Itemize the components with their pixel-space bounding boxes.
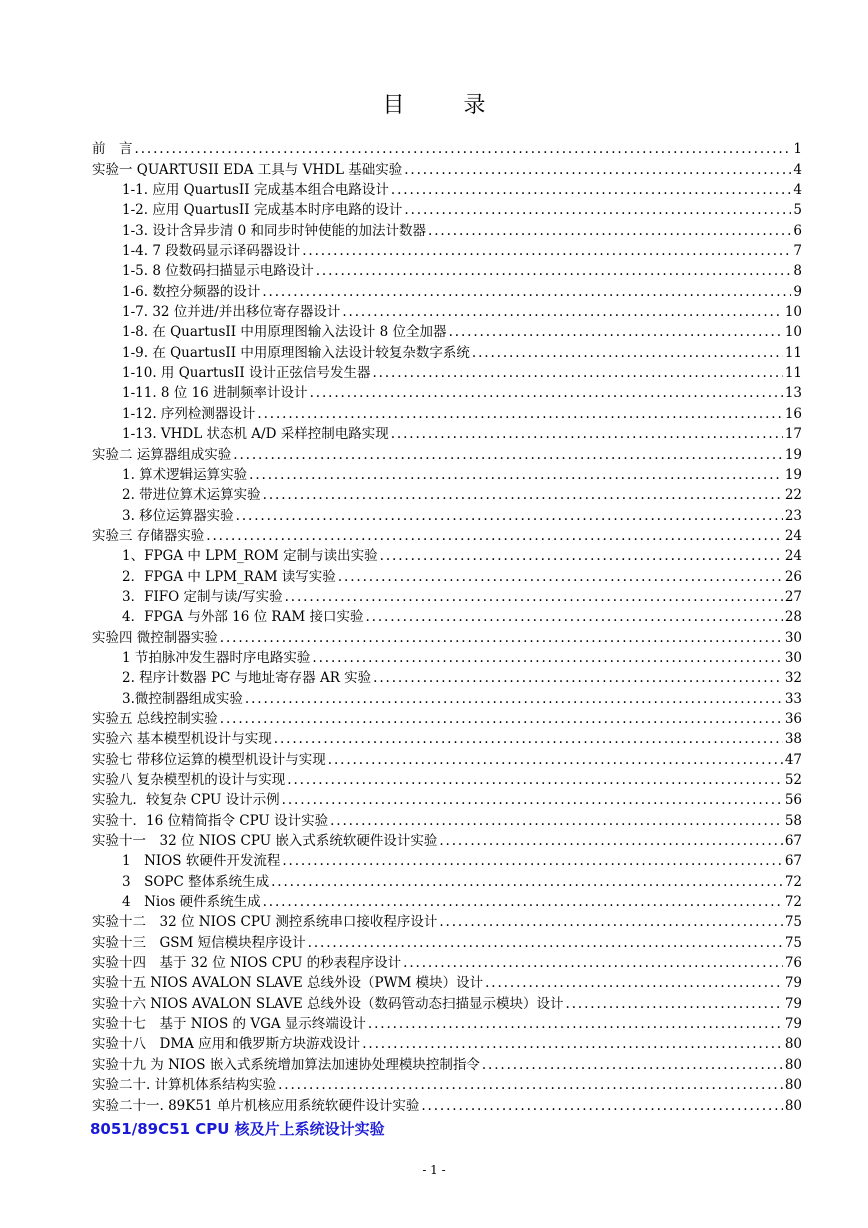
toc-entry-title: 1 节拍脉冲发生器时序电路实验 — [122, 649, 311, 666]
toc-entry-page: 19 — [784, 446, 802, 463]
toc-entry-page: 79 — [784, 975, 802, 992]
toc-entry[interactable] — [92, 851, 802, 871]
dot-leader — [285, 587, 783, 607]
dot-leader — [316, 261, 792, 281]
toc-entry-title: 1、FPGA 中 LPM_ROM 定制与读出实验 — [122, 548, 378, 565]
dot-leader — [330, 811, 783, 831]
toc-entry[interactable] — [92, 220, 802, 240]
toc-entry[interactable] — [92, 953, 802, 973]
toc-entry-title: 实验四 微控制器实验 — [92, 629, 218, 646]
toc-entry[interactable] — [92, 709, 802, 729]
toc-entry[interactable] — [92, 973, 802, 993]
toc-entry-title: 4．FPGA 与外部 16 位 RAM 接口实验 — [122, 609, 364, 626]
toc-entry-page: 33 — [784, 690, 802, 707]
toc-entry-title: 1-4. 7 段数码显示译码器设计 — [122, 243, 301, 260]
toc-entry-page: 80 — [784, 1097, 802, 1114]
toc-entry-page: 4 — [793, 161, 802, 178]
dot-leader — [302, 241, 791, 261]
toc-entry-page: 9 — [793, 283, 802, 300]
toc-entry-title: 1-12. 序列检测器设计 — [122, 405, 256, 422]
toc-entry-title: 实验二十一. 89K51 单片机核应用系统软硬件设计实验 — [92, 1097, 420, 1114]
toc-entry-page: 47 — [784, 751, 802, 768]
toc-entry-page: 52 — [784, 772, 802, 788]
toc-entry-title: 1 NIOS 软硬件开发流程 — [122, 853, 281, 870]
toc-entry-title: 1-7. 32 位并进/并出移位寄存器设计 — [122, 304, 341, 321]
toc-entry-page: 80 — [784, 1036, 802, 1053]
toc-entry[interactable] — [92, 790, 802, 810]
toc-entry-title: 实验八 复杂模型机的设计与实现 — [92, 772, 286, 788]
toc-entry[interactable] — [92, 1014, 802, 1034]
toc-entry-page: 79 — [784, 1016, 802, 1033]
toc-entry-title: 实验二 运算器组成实验 — [92, 446, 232, 463]
toc-entry[interactable] — [92, 281, 802, 301]
dot-leader — [368, 1014, 783, 1034]
toc-entry-title: 实验九．较复杂 CPU 设计示例 — [92, 792, 280, 809]
table-of-contents — [92, 139, 802, 1116]
toc-entry[interactable] — [92, 729, 802, 749]
dot-leader — [472, 343, 783, 363]
toc-entry-page: 6 — [793, 222, 802, 239]
dot-leader — [403, 953, 783, 973]
toc-entry-page: 38 — [784, 731, 802, 748]
dot-leader — [328, 750, 783, 770]
toc-entry-page: 80 — [784, 1077, 802, 1094]
toc-entry[interactable] — [92, 200, 802, 220]
toc-entry-page: 26 — [784, 568, 802, 585]
toc-entry-page: 72 — [784, 873, 802, 890]
dot-leader — [566, 994, 783, 1014]
toc-entry-title: 2. 程序计数器 PC 与地址寄存器 AR 实验 — [122, 670, 372, 687]
dot-leader — [282, 851, 782, 871]
toc-entry-page: 22 — [784, 487, 802, 504]
toc-entry-page: 28 — [784, 609, 802, 626]
toc-entry-title: 4 Nios 硬件系统生成 — [122, 894, 261, 911]
toc-entry-page: 67 — [784, 833, 802, 850]
toc-entry[interactable] — [92, 871, 802, 891]
dot-leader — [287, 770, 783, 790]
dot-leader — [428, 221, 791, 241]
toc-entry[interactable] — [92, 607, 802, 627]
dot-leader — [249, 465, 783, 485]
dot-leader — [342, 302, 782, 322]
toc-entry-title: 实验十七 基于 NIOS 的 VGA 显示终端设计 — [92, 1016, 366, 1033]
dot-leader — [485, 973, 783, 993]
toc-entry[interactable] — [92, 342, 802, 362]
toc-entry-page: 79 — [784, 995, 802, 1012]
toc-entry-title: 1-13. VHDL 状态机 A/D 采样控制电路实现 — [122, 426, 389, 443]
toc-entry-page: 1 — [793, 141, 802, 158]
toc-entry-page: 19 — [784, 466, 802, 483]
toc-entry[interactable] — [92, 444, 802, 464]
toc-entry[interactable] — [92, 831, 802, 851]
dot-leader — [263, 892, 783, 912]
toc-entry-title: 2. 带进位算术运算实验 — [122, 487, 261, 504]
dot-leader — [257, 404, 782, 424]
toc-entry-title: 2．FPGA 中 LPM_RAM 读写实验 — [122, 568, 336, 585]
toc-entry[interactable] — [92, 302, 802, 322]
toc-entry[interactable] — [92, 526, 802, 546]
toc-entry[interactable] — [92, 1034, 802, 1054]
toc-entry[interactable] — [92, 892, 802, 912]
dot-leader — [236, 506, 783, 526]
page-title: 目 录 — [382, 93, 512, 118]
toc-entry-title: 实验十八 DMA 应用和俄罗斯方块游戏设计 — [92, 1036, 361, 1053]
toc-entry[interactable] — [92, 770, 802, 790]
toc-entry-title: 实验十一 32 位 NIOS CPU 嵌入式系统软硬件设计实验 — [92, 833, 438, 850]
toc-entry[interactable] — [92, 241, 802, 261]
toc-entry-title: 实验二十. 计算机体系结构实验 — [92, 1077, 277, 1094]
dot-leader — [308, 933, 783, 953]
dot-leader — [372, 363, 782, 383]
dot-leader — [206, 526, 783, 546]
dot-leader — [380, 546, 783, 566]
toc-entry[interactable] — [92, 912, 802, 932]
dot-leader — [338, 567, 783, 587]
toc-entry-page: 5 — [793, 202, 802, 219]
toc-entry[interactable] — [92, 1095, 802, 1115]
toc-entry-page: 80 — [784, 1056, 802, 1073]
dot-leader — [391, 424, 783, 444]
dot-leader — [482, 1055, 783, 1075]
toc-entry-page: 24 — [784, 527, 802, 544]
dot-leader — [135, 139, 792, 159]
toc-entry-title: 3．FIFO 定制与读/写实验 — [122, 588, 283, 605]
toc-entry-page: 36 — [784, 710, 802, 727]
section-heading: 8051/89C51 CPU 核及片上系统设计实验 — [90, 1120, 385, 1138]
toc-entry[interactable] — [92, 810, 802, 830]
toc-entry-title: 1-1. 应用 QuartusII 完成基本组合电路设计 — [122, 182, 389, 199]
toc-entry-page: 58 — [784, 812, 802, 829]
dot-leader — [439, 912, 782, 932]
toc-entry-page: 10 — [784, 304, 802, 321]
dot-leader — [439, 831, 782, 851]
dot-leader — [278, 1075, 783, 1095]
toc-entry-page: 72 — [784, 894, 802, 911]
toc-entry-title: 1-5. 8 位数码扫描显示电路设计 — [122, 263, 314, 280]
toc-entry[interactable] — [92, 932, 802, 952]
toc-entry[interactable] — [92, 546, 802, 566]
toc-entry-title: 1-8. 在 QuartusII 中用原理图输入法设计 8 位全加器 — [122, 324, 447, 341]
dot-leader — [373, 668, 783, 688]
toc-entry-title: 实验三 存储器实验 — [92, 527, 205, 544]
toc-entry-title: 实验一 QUARTUSII EDA 工具与 VHDL 基础实验 — [92, 161, 403, 178]
toc-entry-page: 17 — [784, 426, 802, 443]
toc-entry[interactable] — [92, 749, 802, 769]
dot-leader — [404, 160, 791, 180]
dot-leader — [362, 1034, 783, 1054]
dot-leader — [404, 200, 791, 220]
toc-entry[interactable] — [92, 363, 802, 383]
toc-entry-title: 实验十六 NIOS AVALON SLAVE 总线外设（数码管动态扫描显示模块）设计 — [92, 995, 564, 1012]
dot-leader — [263, 485, 783, 505]
toc-entry-title: 1. 算术逻辑运算实验 — [122, 466, 248, 483]
toc-entry[interactable] — [92, 505, 802, 525]
toc-entry-title: 实验五 总线控制实验 — [92, 710, 218, 727]
toc-entry-title: 实验十．16 位精简指令 CPU 设计实验 — [92, 812, 329, 829]
toc-entry[interactable] — [92, 180, 802, 200]
toc-entry[interactable] — [92, 261, 802, 281]
toc-entry-page: 32 — [784, 670, 802, 687]
toc-entry[interactable] — [92, 648, 802, 668]
toc-entry[interactable] — [92, 627, 802, 647]
toc-entry-title: 1-3. 设计含异步清 0 和同步时钟使能的加法计数器 — [122, 222, 426, 239]
toc-entry[interactable] — [92, 159, 802, 179]
toc-entry-page: 75 — [784, 914, 802, 931]
dot-leader — [449, 322, 783, 342]
toc-entry-page: 4 — [793, 182, 802, 199]
dot-leader — [271, 872, 783, 892]
toc-entry[interactable] — [92, 465, 802, 485]
toc-entry[interactable] — [92, 1054, 802, 1074]
toc-entry[interactable] — [92, 403, 802, 423]
dot-leader — [220, 628, 783, 648]
toc-entry-title: 1-10. 用 QuartusII 设计正弦信号发生器 — [122, 365, 371, 382]
toc-entry-title: 实验十九 为 NIOS 嵌入式系统增加算法加速协处理模块控制指令 — [92, 1056, 480, 1073]
toc-entry-title: 实验七 带移位运算的模型机设计与实现 — [92, 751, 326, 768]
toc-entry-title: 实验十五 NIOS AVALON SLAVE 总线外设（PWM 模块）设计 — [92, 975, 484, 992]
toc-entry-title: 1-6. 数控分频器的设计 — [122, 283, 261, 300]
toc-entry-title: 1-9. 在 QuartusII 中用原理图输入法设计较复杂数字系统 — [122, 344, 470, 361]
toc-entry-title: 1-2. 应用 QuartusII 完成基本时序电路的设计 — [122, 202, 403, 219]
toc-entry[interactable] — [92, 587, 802, 607]
toc-entry-title: 3.微控制器组成实验 — [122, 690, 243, 707]
toc-entry-page: 8 — [793, 263, 802, 280]
dot-leader — [282, 790, 783, 810]
dot-leader — [262, 282, 791, 302]
toc-entry-page: 13 — [784, 385, 802, 402]
toc-entry-page: 11 — [784, 365, 802, 382]
toc-entry-title: 实验十四 基于 32 位 NIOS CPU 的秒表程序设计 — [92, 955, 402, 972]
toc-entry[interactable] — [92, 566, 802, 586]
toc-entry-page: 16 — [784, 405, 802, 422]
toc-entry-title: 前 言 — [92, 141, 133, 158]
toc-entry-title: 实验十三 GSM 短信模块程序设计 — [92, 934, 306, 951]
dot-leader — [310, 383, 783, 403]
toc-entry[interactable] — [92, 139, 802, 159]
dot-leader — [312, 648, 782, 668]
toc-entry[interactable] — [92, 688, 802, 708]
toc-entry-page: 76 — [784, 955, 802, 972]
toc-entry-title: 实验六 基本模型机设计与实现 — [92, 731, 272, 748]
dot-leader — [220, 709, 783, 729]
toc-entry-page: 56 — [784, 792, 802, 809]
toc-entry-title: 1-11. 8 位 16 进制频率计设计 — [122, 385, 308, 402]
toc-entry-title: 3. 移位运算器实验 — [122, 507, 234, 524]
dot-leader — [421, 1096, 782, 1116]
toc-entry[interactable] — [92, 485, 802, 505]
toc-entry-page: 67 — [784, 853, 802, 870]
toc-entry-page: 24 — [784, 548, 802, 565]
toc-entry-page: 11 — [784, 344, 802, 361]
toc-entry[interactable] — [92, 424, 802, 444]
toc-entry[interactable] — [92, 322, 802, 342]
toc-entry-page: 7 — [793, 243, 802, 260]
toc-entry-title: 实验十二 32 位 NIOS CPU 测控系统串口接收程序设计 — [92, 914, 438, 931]
dot-leader — [365, 607, 782, 627]
dot-leader — [274, 729, 783, 749]
toc-entry-page: 23 — [784, 507, 802, 524]
toc-entry[interactable] — [92, 993, 802, 1013]
toc-entry-page: 10 — [784, 324, 802, 341]
dot-leader — [391, 180, 792, 200]
toc-entry-page: 75 — [784, 934, 802, 951]
toc-entry-page: 27 — [784, 588, 802, 605]
toc-entry-page: 30 — [784, 629, 802, 646]
toc-entry[interactable] — [92, 1075, 802, 1095]
toc-entry[interactable] — [92, 668, 802, 688]
toc-entry-title: 3 SOPC 整体系统生成 — [122, 873, 270, 890]
toc-entry[interactable] — [92, 383, 802, 403]
dot-leader — [245, 689, 783, 709]
toc-entry-page: 30 — [784, 649, 802, 666]
page-number: - 1 - — [422, 1163, 446, 1177]
dot-leader — [233, 445, 783, 465]
